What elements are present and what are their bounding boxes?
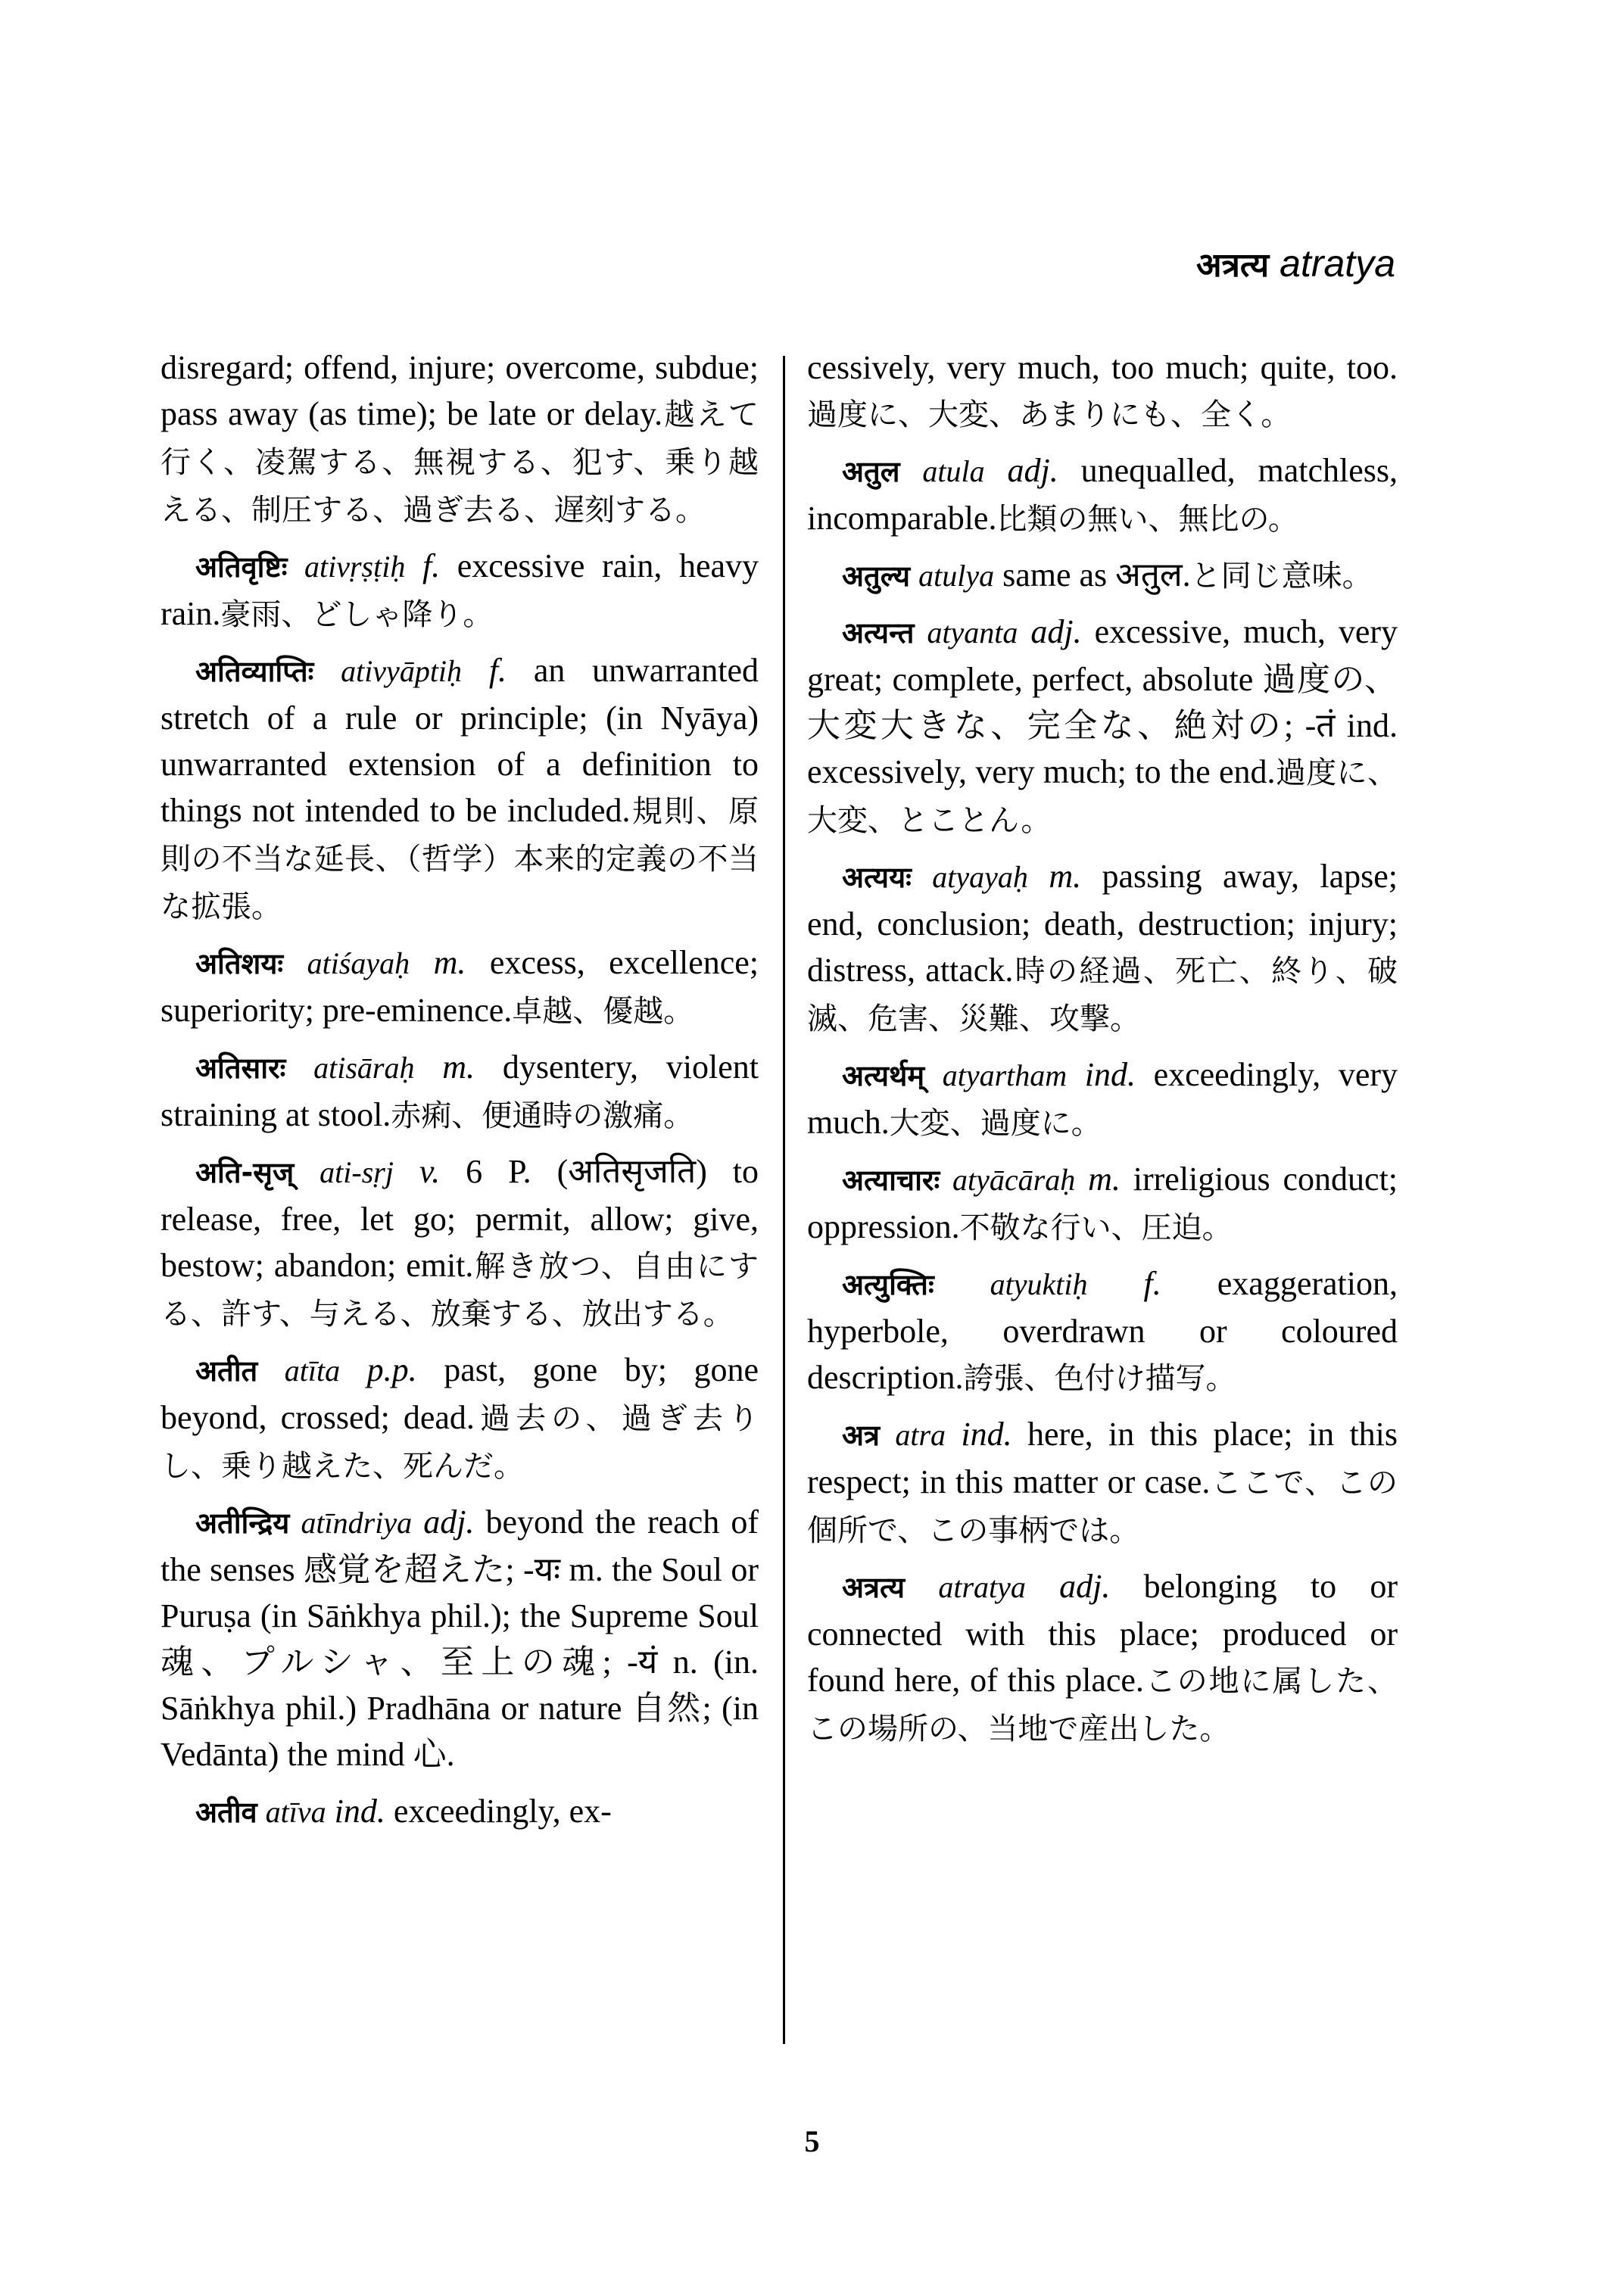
entry-definition: same as अतुल. bbox=[1002, 556, 1191, 594]
entry-grammar: f. bbox=[1143, 1265, 1161, 1302]
dictionary-entry bbox=[807, 1156, 1398, 1251]
entry-transliteration: atula bbox=[922, 454, 985, 488]
entry-headword: अत्युक्तिः bbox=[842, 1268, 934, 1301]
dictionary-entry bbox=[807, 447, 1398, 543]
entry-transliteration: atyanta bbox=[927, 615, 1018, 650]
entry-grammar: p.p. bbox=[366, 1351, 417, 1388]
entry-grammar: m. bbox=[433, 944, 466, 981]
entry-grammar: adj. bbox=[1007, 452, 1058, 489]
entry-transliteration: atīta bbox=[284, 1354, 341, 1388]
dictionary-entry bbox=[807, 1260, 1398, 1402]
entry-headword: अति-सृज् bbox=[195, 1156, 295, 1189]
entry-japanese: 時の経過、死亡、終り、破滅、危害、災難、攻撃。 bbox=[807, 954, 1398, 1036]
entry-transliteration: ati-sṛj bbox=[320, 1155, 394, 1189]
entry-definition: exaggeration, hyperbole, overdrawn or coloured description. bbox=[807, 1265, 1398, 1396]
entry-headword: अत्याचारः bbox=[842, 1164, 940, 1197]
entry-definition: cessively, very much, too much; quite, too. bbox=[807, 349, 1398, 386]
dictionary-entry bbox=[161, 344, 759, 534]
entry-japanese: 越えて行く、凌駕する、無視する、犯す、乗り越える、制圧する、過ぎ去る、遅刻する。 bbox=[161, 397, 759, 528]
dictionary-entry bbox=[807, 344, 1398, 438]
entry-japanese: 過去の、過ぎ去りし、乗り越えた、死んだ。 bbox=[161, 1401, 759, 1484]
entry-japanese: 誇張、色付け描写。 bbox=[963, 1361, 1236, 1396]
entry-definition: excess, excellence; superiority; pre-eminence. bbox=[161, 944, 759, 1029]
dictionary-entry bbox=[807, 609, 1398, 844]
entry-grammar: adj. bbox=[423, 1503, 475, 1541]
entry-headword: अतीन्द्रिय bbox=[195, 1506, 290, 1540]
dictionary-entry bbox=[161, 1788, 759, 1836]
entry-transliteration: atyācāraḥ bbox=[952, 1163, 1076, 1197]
dictionary-entry bbox=[161, 1499, 759, 1779]
entry-transliteration: ativṛṣṭiḥ bbox=[304, 550, 406, 584]
running-header bbox=[1196, 241, 1395, 288]
entry-headword: अतीत bbox=[195, 1354, 258, 1388]
entry-definition: unequalled, matchless, incomparable. bbox=[807, 452, 1398, 537]
entry-definition: belonging to or connected with this place; produced or found here, of this place. bbox=[807, 1568, 1398, 1699]
entry-definition: excessive, much, very great; complete, perfect, absolute 過度の、大変大きな、完全な、絶対の; -तं ind. excessively, very much; to the end. bbox=[807, 613, 1398, 790]
entry-transliteration: atyartham bbox=[942, 1058, 1068, 1092]
dictionary-entry bbox=[807, 552, 1398, 600]
entry-japanese: 大変、過度に。 bbox=[889, 1106, 1102, 1141]
entry-definition: passing away, lapse; end, conclusion; death, destruction; injury; distress, attack. bbox=[807, 858, 1398, 989]
entry-transliteration: atīndriya bbox=[301, 1506, 413, 1540]
dictionary-entry bbox=[161, 647, 759, 930]
dictionary-entry bbox=[161, 1148, 759, 1338]
entry-headword: अत्रत्य bbox=[842, 1571, 906, 1604]
entry-japanese: と同じ意味。 bbox=[1190, 559, 1373, 594]
entry-grammar: ind. bbox=[1084, 1056, 1136, 1093]
dictionary-entry bbox=[807, 853, 1398, 1042]
entry-headword: अतिवृष्टिः bbox=[195, 550, 288, 584]
entry-japanese: 過度に、大変、あまりにも、全く。 bbox=[807, 397, 1292, 432]
entry-japanese: 比類の無い、無比の。 bbox=[996, 502, 1298, 537]
entry-headword: अत्र bbox=[842, 1419, 881, 1452]
entry-headword: अतिसारः bbox=[195, 1051, 286, 1085]
entry-headword: अतुल्य bbox=[842, 559, 911, 593]
entry-grammar: m. bbox=[1088, 1161, 1121, 1198]
entry-headword: अतिव्याप्तिः bbox=[195, 655, 314, 688]
entry-grammar: adj. bbox=[1030, 613, 1082, 650]
entry-transliteration: atratya bbox=[938, 1570, 1026, 1604]
entry-japanese: 解き放つ、自由にする、許す、与える、放棄する、放出する。 bbox=[161, 1249, 759, 1332]
entry-grammar: m. bbox=[1049, 858, 1082, 895]
entry-headword: अतुल bbox=[842, 455, 900, 488]
entry-japanese: 卓越、優越。 bbox=[512, 994, 694, 1029]
entry-definition: irreligious conduct; oppression. bbox=[807, 1161, 1398, 1245]
page-number: 5 bbox=[804, 2124, 820, 2158]
dictionary-entry bbox=[161, 1347, 759, 1490]
entry-transliteration: atulya bbox=[918, 559, 995, 593]
entry-japanese: 不敬な行い、圧迫。 bbox=[959, 1210, 1233, 1245]
entry-japanese: 規則、原則の不当な延長、（哲学）本来的定義の不当な拡張。 bbox=[161, 794, 759, 924]
entry-definition: exceedingly, ex- bbox=[393, 1793, 612, 1830]
entry-grammar: m. bbox=[442, 1048, 475, 1086]
entry-headword: अतिशयः bbox=[195, 947, 284, 980]
entry-transliteration: atisāraḥ bbox=[313, 1051, 415, 1085]
right-column bbox=[807, 344, 1398, 1762]
entry-transliteration: atyuktiḥ bbox=[990, 1267, 1088, 1301]
header-roman: atratya bbox=[1280, 242, 1395, 285]
entry-definition: beyond the reach of the senses 感覚を超えた; -यः m. the Soul or Puruṣa (in Sāṅkhya phil.); the Supreme Soul 魂、プルシャ、至上の魂; -यं n. (in. Sāṅkhya phil.) Pradhāna or nature 自然; (in Vedānta) the mind 心. bbox=[161, 1503, 759, 1773]
entry-grammar: f. bbox=[488, 652, 507, 689]
entry-transliteration: atra bbox=[895, 1418, 946, 1452]
entry-grammar: v. bbox=[419, 1153, 441, 1190]
entry-japanese: この地に属した、この場所の、当地で産出した。 bbox=[807, 1664, 1398, 1746]
entry-japanese: ここで、この個所で、この事柄では。 bbox=[807, 1466, 1398, 1548]
entry-transliteration: atiśayaḥ bbox=[307, 946, 410, 980]
entry-definition: disregard; offend, injure; overcome, subdue; pass away (as time); be late or delay. bbox=[161, 349, 759, 432]
dictionary-entry bbox=[807, 1051, 1398, 1147]
entry-grammar: ind. bbox=[961, 1416, 1012, 1453]
left-column bbox=[161, 344, 759, 1845]
entry-headword: अत्यर्थम् bbox=[842, 1059, 925, 1092]
entry-definition: 6 P. (अतिसृजति) to release, free, let go; permit, allow; give, bestow; abandon; emit. bbox=[161, 1153, 759, 1284]
entry-grammar: f. bbox=[422, 547, 441, 584]
entry-definition: exceedingly, very much. bbox=[807, 1056, 1398, 1141]
dictionary-entry bbox=[807, 1411, 1398, 1554]
dictionary-entry bbox=[161, 939, 759, 1035]
entry-japanese: 過度に、大変、とことん。 bbox=[807, 756, 1398, 838]
entry-definition: past, gone by; gone beyond, crossed; dead. bbox=[161, 1351, 759, 1436]
entry-definition: an unwarranted stretch of a rule or principle; (in Nyāya) unwarranted extension of a definition to things not intended to be included. bbox=[161, 652, 759, 829]
entry-definition: excessive rain, heavy rain. bbox=[161, 547, 759, 632]
entry-headword: अतीव bbox=[195, 1796, 257, 1829]
dictionary-entry bbox=[161, 1044, 759, 1139]
entry-definition: here, in this place; in this respect; in this matter or case. bbox=[807, 1416, 1398, 1500]
entry-transliteration: atyayaḥ bbox=[932, 860, 1028, 894]
entry-japanese: 豪雨、どしゃ降り。 bbox=[220, 597, 494, 632]
entry-transliteration: ativyāptiḥ bbox=[341, 654, 463, 688]
dictionary-entry bbox=[807, 1563, 1398, 1752]
entry-grammar: adj. bbox=[1059, 1568, 1111, 1605]
entry-japanese: 赤痢、便通時の激痛。 bbox=[391, 1098, 694, 1133]
entry-definition: dysentery, violent straining at stool. bbox=[161, 1048, 759, 1133]
dictionary-entry bbox=[161, 543, 759, 638]
entry-headword: अत्ययः bbox=[842, 861, 912, 894]
column-divider bbox=[783, 356, 785, 2044]
entry-transliteration: atīva bbox=[265, 1795, 326, 1829]
header-devanagari: अत्रत्य bbox=[1195, 246, 1270, 285]
entry-headword: अत्यन्त bbox=[842, 616, 915, 650]
entry-grammar: ind. bbox=[334, 1793, 385, 1830]
